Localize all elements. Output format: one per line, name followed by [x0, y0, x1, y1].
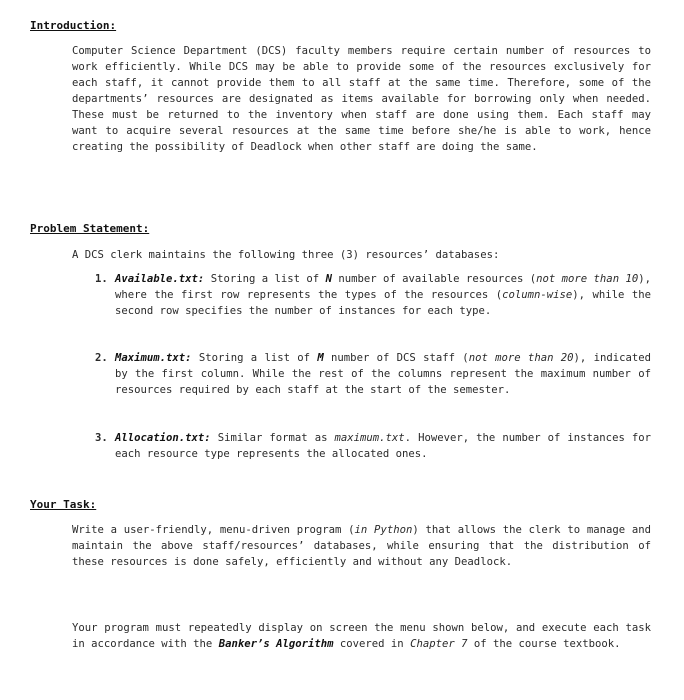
task-paragraph-2: Your program must repeatedly display on screen the menu shown below, and execute each task in accordance with the Banker’s Algorithm covered in Chapter 7 of the course textbook. — [72, 622, 651, 650]
list-item-number: 2. — [95, 352, 108, 364]
list-item-body: Available.txt: Storing a list of N number of available resources (not more than 10), where the first row represents the types of the resources (column-wise), while the second row specifies the number of instances for each type. — [115, 273, 651, 317]
list-item-number: 3. — [95, 432, 108, 444]
task-paragraph-1: Write a user-friendly, menu-driven program (in Python) that allows the clerk to manage and maintain the above staff/resources’ databases, while ensuring that the distribution of these resources is done safely, efficiently and without any Deadlock. — [72, 524, 651, 568]
list-item-number: 1. — [95, 273, 108, 285]
task-heading: Your Task: — [30, 498, 97, 511]
list-item-available — [95, 271, 651, 317]
intro-heading: Introduction: — [30, 19, 117, 32]
intro-paragraph: Computer Science Department (DCS) faculty members require certain number of resources to work efficiently. While DCS may be able to provide some of the resources exclusively for each staff, it cannot provide them to all staff at the same time. Therefore, some of the departments’ resources are designated as items available for borrowing only when needed. These must be returned to the inventory when staff are done using them. Each staff may want to acquire several resources at the same time before she/he is able to work, hence creating the possibility of Deadlock when other staff are doing the same. — [72, 45, 651, 153]
list-item-allocation — [95, 430, 651, 460]
file-name: Allocation.txt: — [115, 432, 211, 444]
list-item-body: Maximum.txt: Storing a list of M number of DCS staff (not more than 20), indicated by the first column. While the rest of the columns represent the maximum number of resources required by each staff at the start of the semester. — [115, 352, 651, 396]
file-name: Available.txt: — [115, 273, 205, 285]
list-item-body: Allocation.txt: Similar format as maximum.txt. However, the number of instances for each resource type represents the allocated ones. — [115, 432, 651, 460]
file-name: Maximum.txt: — [115, 352, 192, 364]
problem-lead: A DCS clerk maintains the following three (3) resources’ databases: — [72, 249, 500, 261]
problem-heading: Problem Statement: — [30, 222, 150, 235]
list-item-maximum — [95, 350, 651, 396]
